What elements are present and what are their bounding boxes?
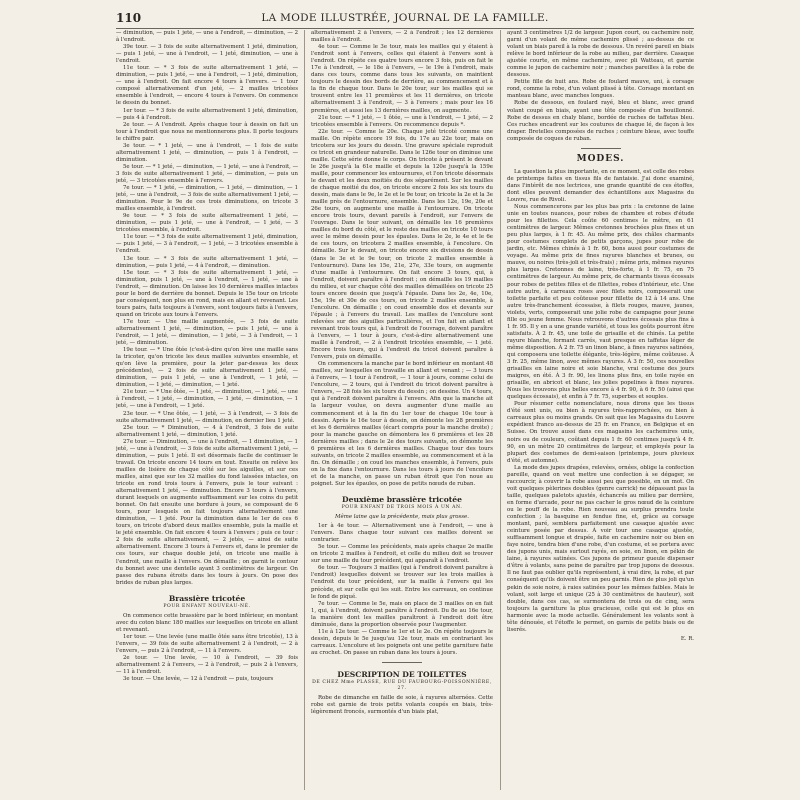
paragraph: 11e tour. — * 3 fois de suite alternativement 1 jeté, diminution, — puis 1 jeté, — 3 à l'endroit, — 1 jeté, — 3 tricotées ensemble à l'endroit. (116, 234, 298, 255)
column-divider (500, 30, 501, 790)
paragraph: 1er à 4e tour. — Alternativement une à l'endroit, — une à l'envers. Dans chaque tour suivant ces mailles doivent se contrarier. (311, 523, 493, 544)
section-subtitle: POUR ENFANT DE TROIS MOIS À UN AN. (341, 505, 463, 511)
paragraph: Robe de dimanche en faille de soie, à rayures alternées. Cette robe est garnie de trois petits volants coupés en biais, très-légèrement froncés, surmontés d'un biais plat, (311, 694, 493, 716)
paragraph: 5e tour. — Comme les précédents, mais après chaque 2e maille on tricote 2 mailles à l'endroit, et celle du milieu doit se trouver sur une maille du tour précédent, qui apparaît à l'endroit. (311, 544, 493, 565)
paragraph: Petite fille de huit ans. Robe de foulard mauve, uni, à corsage rond, comme la robe, d'un volant plissé à tête. Corsage montant en manteau blanc, avec manches longues. (507, 79, 694, 100)
paragraph: 2e tour. — Une levée, — 10 à l'endroit, — 39 fois alternativement 2 à l'envers, — 2 à l'endroit, — puis 2 à l'envers, — 11 à l'endroit. (116, 654, 298, 676)
column-2 (311, 30, 493, 792)
paragraph: 39e tour. — 3 fois de suite alternativement 1 jeté, diminution, — puis 1 jeté, — une à l'endroit, — 1 jeté, diminution, — une à l'endroit. (116, 44, 298, 65)
column-divider (304, 30, 305, 790)
paragraph: 1er tour. — Une levée (une maille ôtée sans être tricotée), 13 à l'envers, — 39 fois de suite alternativement 2 à l'endroit, — 2 à l'envers, — puis 2 à l'endroit, — 11 à l'envers. (116, 633, 298, 654)
section-divider (581, 148, 621, 149)
section-title: Brassière tricotée (168, 593, 246, 603)
paragraph: 11e tour. — * 3 fois de suite alternativement 1 jeté, — diminution, — puis 1 jeté, — une à l'endroit, — 1 jeté, diminution, — une à l'endroit. On fait encore 4 tours à l'envers. — 1 tour composé alternativement d'un jeté, — 2 mailles tricotées ensemble à l'endroit, — encore 4 tours à l'envers. On commence le dessin du bonnet. (116, 65, 298, 107)
section-title: MODES. (576, 153, 625, 164)
paragraph: — diminution, — puis 1 jeté, — une à l'endroit, — diminution, — 2 à l'endroit. (116, 30, 298, 44)
paragraph: 7e tour. — * 1 jeté, — diminution, — 1 jeté, — diminution, — 1 jeté, — une à l'endroit, — 3 fois de suite alternativement 1 jeté, — diminution. Pour le 9e de ces trois diminutions, on tricote 3 mailles ensemble, à l'endroit. (116, 185, 298, 213)
paragraph: 11e à 12e tour. — Comme le 1er et le 2e. On répète toujours le dessin, depuis le 5e jusqu'au 12e tour, mais en contrariant les carreaux. L'encolure et les poignets ont une petite garniture faite au crochet. On passe un ruban dans les tours à jours. (311, 628, 493, 656)
paragraph: ayant 3 centimètres 1/2 de largeur. Jupon court, ou cachemire noir, garni d'un volant de même cachemire plissé ; au-dessus de ce volant un biais pareil à la robe de dessous. Un revéré pareil en biais relève le bord inférieur de la robe au milieu, par derrière. Casaque ajustée courte, en même cachemire, avec pli Watteau, et garnie comme le jupon de cachemire noir ; manches pareilles à la robe de dessous. (507, 30, 694, 79)
section-subtitle: POUR ENFANT NOUVEAU-NÉ. (163, 603, 251, 609)
paragraph: La question la plus importante, en ce moment, est celle des robes de printemps faites en tissus fils de fantaisie. J'ai donc examiné, dans l'intérêt de nos lectrices, une grande quantité de ces étoffes, dont elles peuvent demander des échantillons aux Magasins du Louvre, rue de Rivoli. (507, 168, 694, 203)
paragraph: 6e tour. — Toujours 3 mailles (qui à l'endroit doivent paraître à l'endroit) lesquelles doivent se trouver sur les trois mailles à l'endroit du tour précédent, sur la maille à l'envers qui les précède, et sur celle qui les suit. Entre les carreaux, on continue le fond de piqué. (311, 565, 493, 600)
paragraph: On commencera la manche par le bord inférieur en montant 48 mailles, sur lesquelles on travaille en allant et venant ; — 3 tours à l'envers, — 1 tour à l'endroit, — 1 tour à jours, comme celui de l'encolure, — 2 tours, qui à l'endroit du tricot doivent paraître à l'envers, — 28 fois les six tours du dessin ; on dessine. Un 4 tours, qui à l'endroit doivent paraître à l'envers. Afin que la manche ait la largeur voulue, on devra augmenter d'une maille au commencement et à la fin du 1er tour de chaque 10e tour à dessin. Après le 16e tour à dessin, on démonte les 28 premières et les 6 dernières mailles (écart compris pour la manche droite) ; pour la manche gauche on démontera les 6 premières et les 28 dernières mailles ; dans le 2e des tours suivants, on démonte les 6 premières et les 6 dernières mailles. Chaque tour des tours suivants, on tricote 2 mailles ensemble, au commencement et à la fin. On démaille ; on coud les manches ensemble, à l'envers, puis on la fixe dans l'entournure. Dans les tours à jours de l'encolure et de la manche, on passe un ruban étroit que l'on noue au poignet. Sur les épaules, on pose de petits nœuds de ruban. (311, 361, 493, 487)
paragraph: 17e tour. — Une maille augmentée, — 3 fois de suite alternativement 1 jeté, — diminution, — puis 1 jeté, — une à l'endroit, — 1 jeté, — diminution, — 1 jeté, — 3 à l'endroit, — 1 jeté, — diminution. (116, 318, 298, 347)
paragraph: 27e tour. — Diminution, — une à l'endroit, — 1 diminution, — 1 jeté, — une à l'endroit, — 3 fois de suite alternativement 1 jeté, — diminution, — puis 1 jeté. Il est désormais facile de continuer le travail. On tricote encore 14 tours en tout. Ensuite on relève les mailles de lisière de chaque côté sur les aiguilles, et sur ces mailles, ainsi que sur les 32 mailles du fond laissées intactes, on tricote en rond trois tours à l'envers, puis le tour suivant : alternativement 1 jeté, — diminution. Encore 3 tours à l'envers, durant lesquels on augmente suffisamment sur les coins du petit bonnet. On fait ensuite une bordure à jours, se composant de 6 tours, pour lesquels on fait toujours alternativement une diminution, — 1 jeté. Pour la diminution dans le 1er de ces 6 tours, on tricote d'abord deux mailles ensemble, puis la maille et le jeté ensemble. On fait encore 4 tours à l'envers ; puis ce tour : 2 fois de suite alternativement, — 2 jetés, — ainsi de suite alternativement. Encore 3 tours à l'envers et, dans le premier de ces tours, sur chaque double jeté, on tricote une maille à l'endroit, une maille à l'envers. On démaille ; on garnit le contour du bonnet avec une dentelle ayant 3 centimètres de largeur. On passe des rubans étroits dans les tours à jours. On pose des brides de ruban plus larges. (116, 438, 298, 586)
section-subtitle: DE CHEZ Mme PLASSE, RUE DU FAUBOURG-POISSONNIÈRE, 27. (312, 679, 492, 691)
paragraph: 9e tour. — * 3 fois de suite alternativement 1 jeté, — diminution, — puis 1 jeté, — une à l'endroit, — 1 jeté, — 3 tricotées ensemble, à l'endroit. (116, 213, 298, 234)
page-header (116, 10, 694, 29)
section-title: DESCRIPTION DE TOILETTES (337, 669, 467, 679)
paragraph: 13e tour. — * 3 fois de suite alternativement 1 jeté, — diminution, — puis 1 jeté, — 4 à l'endroit, — diminution. (116, 255, 298, 269)
column-3 (507, 30, 694, 792)
paragraph: Nous commencerons par les plus bas prix : la cretonne de laine unie en toutes nuances, pour robes de chambre et robes d'étude pour les fillettes. Cela coûte 60 centimes le mètre, en 61 centimètres de largeur. Mêmes cretonnes brochées plus fines et un peu plus larges, à 1 fr. 45. Au même prix, des châles charmants pour costumes complets de petits garçons, jupes pour robe de jardin, etc. Mêmes chinés à 1 fr. 60, bons aussi pour costumes de voyage. Au même prix de fines rayures blanches et brunes, ou mauve, ou noires (très-joli et très-frais) ; même prix, mêmes rayures plus larges. Cretonnes de laine, très-forte, à 1 fr. 75, en 75 centimètres de largeur. Au même prix, de charmants tissus écossais pour robes de petites filles et de fillettes, robes d'intérieur, etc. Une autre autre, à carreaux roses avec filets noirs, composerait une toilette parfaite et peu coûteuse pour fillette de 12 à 14 ans. Une autre très-franchement écossaise, à filets rouges, mauve, jaunes, violets, verts, composerait une jolie robe de campagne pour jeune fille ou jeune femme. Nous retrouvons d'autres écossais plus fins à 1 fr. 95. Il y en a une grande variété, et tous les goûts pourront être satisfaits. À 2 fr. 45, une toile de grisaille et de chinés. La petite rayure blanche, formant carrés, vaut presque en taffetas léger de même disposition. À 2 fr. 75 un linon blanc, à fines rayures satinées, qui composera une toilette élégante, très-légère, même coûteuse. À 3 fr. 25, même linon, avec mêmes rayures. À 3 fr. 50, ces nouvelles grisailles en laine noire et soie blanche, vrai costume des jours maigres, en été. À 3 fr. 90, les linons plus fins, en toile rayée en grisaille, en abricot et blanc, les jolies popelines à fines rayures. Nous les trouvons plus belles encore à 4 fr. 90, à 6 fr. 50 (ainsi que quelques écossais), et enfin à 7 fr. 75, superbes et souples. (507, 203, 694, 401)
paragraph: 7e tour. — Comme le 5e, mais on place de 3 mailles on en fait 1, qui, à l'endroit, doivent paraître à l'endroit. Du 8e au 16e tour, la manière dont les mailles paraîtront à l'endroit doit être diminuée, dans la proportion observée pour l'augmenter. (311, 600, 493, 628)
paragraph: 19e tour. — * Une ôtée (c'est-à-dire qu'on lève une maille sans la tricoter, qu'on tricote les deux mailles suivantes ensemble, et qu'on lève la première, pour la jeter par-dessus les deux précédentes), — 2 fois de suite alternativement 1 jeté, — diminution, — puis 1 jeté, — une à l'endroit, — 1 jeté, — diminution, — 1 jeté, — diminution, — 1 jeté. (116, 347, 298, 389)
paragraph: 25e tour. — * Diminution, — 4 à l'endroit, 3 fois de suite alternativement 1 jeté, — diminution, 1 jeté. (116, 424, 298, 438)
paragraph: Robe de dessous, en foulard rayé, bleu et blanc, avec grand volant coupé en biais, ayant une tête composée d'un bouillonné. Robe de dessus en chaly blanc, bordée de ruches de taffetas bleu. Ces ruches encadrent sur les coutures de chaque lé, de façon à les draper. Bretelles composées de ruches ; ceinture bleue, avec touffe composée de coques de ruban. (507, 100, 694, 142)
paragraph: 21e tour. — * 1 jeté, — 1 ôtée, — une à l'endroit, — 1 jeté, — 2 tricotées ensemble à l'envers. On recommence depuis *. (311, 114, 493, 128)
author-signature: E. R. (680, 635, 694, 642)
column-1 (116, 30, 298, 792)
paragraph: 1er tour. — * 3 fois de suite alternativement 1 jeté, diminution, — puis 4 à l'endroit. (116, 107, 298, 121)
paragraph: 15e tour. — * 3 fois de suite alternativement 1 jeté, — diminution, puis 1 jeté, — une à l'endroit, — 1 jeté, — une à l'endroit, — diminution. On laisse les 10 dernières mailles intactes pour le bord de derrière du bonnet. Depuis le 15e tour on tricote par conséquent, non plus en rond, mais en allant et revenant. Les tours pairs, faits toujours à l'envers, sont toujours faits à l'envers, quand on tricote aux tours à l'envers. (116, 269, 298, 318)
paragraph: alternativement 2 à l'envers, — 2 à l'endroit ; les 12 dernières mailles à l'endroit. (311, 30, 493, 44)
paragraph: 2e tour. — A l'endroit. Après chaque tour à dessin on fait un tour à l'endroit que nous ne mentionnerons plus. Il porte toujours le chiffre pair. (116, 121, 298, 142)
paragraph: La mode des jupes drapées, relevées, ornées, oblige la confection pareille, quand on veut mettre une confection à se dégager, se raccourcir, à couvrir la robe aussi peu que possible, en un mot. On voit quelques pèlerines doubles (genre carrick) ne dépassant pas la taille, quelques paletots ajustés, échancrés au milieu par derrière, en forme d'arcade, pour ne pas cacher le gros nœud de la ceinture ou le pouff de la robe. Rien nouveau au surplus prendra toute confection ; la basquine en fendue fine, et, grâce au corsage montant, paré, semblera parfaitement une casaque ajustée avec ceinture posée par dessus. À voir tour une casaque ajustée, suffisamment longue et drapée, faite en cachemire noir ou bien en faye noire, tendra bien d'une robe, d'un costume, et se portera avec des jupons unis, mais surtout rayés, en soie, en linon, en pékin de laine, à rayures satinées. Ces jupons de primeur gueule dispenser d'être à volants, sans peine de paraître par trop jupons de dessous. Il ne faut pas oublier qu'ils représentent, à vrai dire, la robe, et par conséquent qu'ils doivent être un peu garnis. Rien de plus joli qu'un pekin de soie noire, à raies satinées pour les mêmes faibles. Mais le volant, soit large et unique (25 à 30 centimètres de hauteur), soit double, dans ces cas, se surmontera de trois ou de cinq, sera toujours la garniture la plus gracieuse, celle qui est le plus en harmonie avec la mode actuelle. Généralement les volants sont à tête dénouée, et l'étoffe le permet, on garnis de petits biais ou de liserés. (507, 464, 694, 633)
paragraph: 23e tour. — * Une ôtée, — 1 jeté, — 3 à l'endroit, — 3 fois de suite alternativement 1 jeté, — diminution, en dernier lieu 1 jeté. (116, 410, 298, 424)
paragraph: Pour résumer cette nomenclature, nous dirons que les tissus d'été sont unis, ou bien à rayures très-rapprochées, ou bien à carreaux plus ou moins grands. On sait que les Magasins du Louvre expédient franco au-dessus de 25 fr. en France, en Belgique et en Suisse. On trouve aussi dans ces magasins les cachemires unis, noirs ou de couleurs, coûtant depuis 1 fr. 60 centimes jusqu'à 4 fr. 90, en un mètre 20 centimètres de largeur, et employés pour la plupart des costumes de demi-saison (printemps, jours pluvieux d'été, et automne). (507, 401, 694, 464)
paragraph: 3e tour. — Une levée, — 12 à l'endroit — puis, toujours (123, 676, 274, 683)
paragraph: On commence cette brassière par le bord inférieur, en montant avec du coton blanc 180 mailles sur lesquelles on tricote en allant et revenant. (116, 612, 298, 633)
paragraph: 4e tour. — Comme le 3e tour, mais les mailles qui y étaient à l'endroit sont à l'envers, celles qui étaient à l'envers sont à l'endroit. On répète ces quatre tours encore 3 fois, puis on fait le 17e à l'endroit, — le 18e à l'envers, — le 19e à l'endroit, mais dans ces tours, comme dans tous les suivants, on maintient toujours le dessin des bords de derrière, au commencement et à la fin de chaque tour. Dans le 20e tour, sur les mailles qui se trouvent entre les 11 premières et les 11 dernières, on tricote alternativement 3 à l'endroit, — 3 à l'envers ; mais pour les 16 premières, et aussi les 13 dernières mailles, on augmente. (311, 44, 493, 114)
section-note: Même laine que la précédente, mais plus grosse. (335, 514, 469, 521)
section-divider (382, 662, 422, 663)
paragraph: 5e tour. — * 1 jeté, — diminution, — 1 jeté, — une à l'endroit, — 3 fois de suite alternativement 1 jeté, — diminution, — puis un jeté, — 3 tricotées ensemble à l'envers. (116, 163, 298, 184)
paragraph: 21e tour. — * Une ôtée, — 1 jeté, — diminution, — 1 jeté, — une à l'endroit, — 1 jeté, — diminution, — 1 jeté, — diminution, — 1 jeté, — une à l'endroit, — 1 jeté. (116, 389, 298, 410)
page-number: 110 (116, 11, 142, 25)
paragraph: 3e tour. — * 1 jeté, — une à l'endroit, — 1 fois de suite alternativement 1 jeté, — diminution, — puis 1 à l'endroit, — diminution. (116, 142, 298, 163)
section-title: Deuxième brassière tricotée (342, 495, 462, 505)
paragraph: 22e tour. — Comme le 20e. Chaque jeté tricoté comme une maille. On répète encore 19 fois, du 17e au 22e tour, mais on tricotera sur les jours du dessin. Une gravure spéciale reproduit ce tricot en grandeur naturelle. Dans le 126e tour on diminue une maille. Cette série donne le corps. On tricote à présent le devant le 26e jusqu'à la 61e maille et depuis la 120e jusqu'à la 159e maille, pour commencer les entournures, et l'on tricote désormais le devant et les deux moitiés du dos séparément. Sur les mailles de chaque moitié du dos, on tricote encore 2 fois les six tours du dessin, mais dans le 9e, le 2e et le 9e tour, on tricote la 2e et la 3e maille près de l'entournure, ensemble. Dans les 12e, 19e, 20e et 26e tours, on augmente une maille à l'entournure. On tricote encore trois tours, devant pareils à l'endroit, sur l'envers de l'ouvrage. Dans le tour suivant, on démaille les 16 premières mailles du bord du côté, et le reste des mailles on tricote 10 tours avec le même dessin pour les épaules. Dans le 2e, le 4e et le 6e de ces tours, on tricotera 2 mailles ensemble, à l'encolure. On démaille. Sur le devant, on tricote encore six divisions de dessin (dans le 3e et le 9e tour, on tricote 2 mailles ensemble à l'entournure). Dans les 15e, 21e, 27e, 33e tours, on augmente d'une maille à l'entournure. On fait encore 3 tours, qui, à l'endroit, doivent paraître à l'endroit ; on démaille les 19 mailles du milieu, et sur chaque côté des mailles démaillées on tricote 25 tours encore dessin que jusqu'à l'épaule. Dans les 2e, 4e, 10e, 15e, 19e et 30e de ces tours, on tricote 2 mailles ensemble, à l'encolure. On démaille ; on coud ensemble dos et devants sur l'épaule ; à l'envers du travail. Les mailles de l'encolure sont relevées sur des aiguilles particulières, et l'on fait en allant et revenant trois tours qui, à l'endroit de l'ouvrage, doivent paraître à l'envers, — 1 tour à jours, c'est-à-dire alternativement une maille à l'endroit, — 2 à l'endroit tricotées ensemble, — 1 jeté. Encore trois tours, qui à l'endroit du tricot doivent paraître à l'envers, puis on démaille. (311, 128, 493, 361)
running-title: LA MODE ILLUSTRÉE, JOURNAL DE LA FAMILLE. (261, 12, 549, 24)
